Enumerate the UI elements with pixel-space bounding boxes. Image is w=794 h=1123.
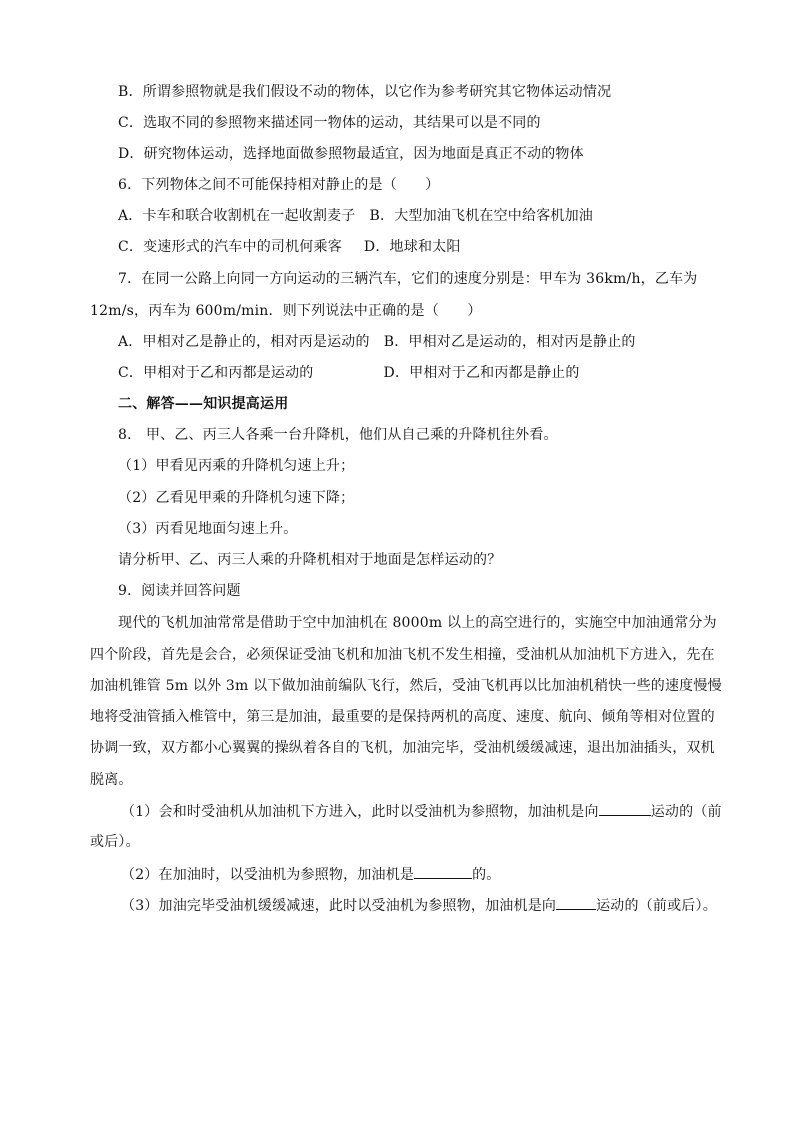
- q8-item-2: （2）乙看见甲乘的升降机匀速下降；: [118, 490, 355, 506]
- q8-item-1: （1）甲看见丙乘的升降机匀速上升；: [118, 458, 355, 474]
- q8-stem: 8． 甲、乙、丙三人各乘一台升降机，他们从自己乘的升降机往外看。: [118, 427, 558, 443]
- section-heading: 二、解答——知识提高运用: [118, 396, 289, 412]
- q5-option-d: D．研究物体运动，选择地面做参照物最适宜，因为地面是真正不动的物体: [118, 146, 584, 162]
- q9-paragraph-line-3: 加油机锥管 5m 以外 3m 以下做加油前编队飞行，然后，受油飞机再以比加油机稍快一些的速度慢慢: [90, 678, 722, 694]
- q5-option-c: C．选取不同的参照物来描述同一物体的运动，其结果可以是不同的: [118, 115, 541, 131]
- q9-sub2-text-before: （2）在加油时，以受油机为参照物，加油机是: [121, 867, 415, 883]
- q9-subquestion-3: [121, 895, 717, 916]
- q6-option-d: D．地球和太阳: [363, 239, 461, 255]
- q9-sub1-answer-blank[interactable]: [599, 801, 651, 816]
- q8-question: 请分析甲、乙、丙三人乘的升降机相对于地面是怎样运动的？: [118, 552, 502, 568]
- q9-paragraph-line-2: 四个阶段，首先是会合，必须保证受油飞机和加油飞机不发生相撞，受油机从加油机下方进入，先在: [90, 647, 715, 663]
- q9-stem: 9．阅读并回答问题: [118, 583, 241, 599]
- q9-sub2-answer-blank[interactable]: [414, 864, 472, 879]
- q6-option-a: A．卡车和联合收割机在一起收割麦子: [118, 208, 356, 224]
- q9-sub2-text-after: 的。: [472, 867, 501, 883]
- q5-option-b: B．所谓参照物就是我们假设不动的物体，以它作为参考研究其它物体运动情况: [118, 84, 612, 100]
- q9-sub1-line-2: 或后）。: [90, 834, 140, 850]
- q9-paragraph-line-6: 脱离。: [90, 772, 133, 788]
- q8-item-3: （3）丙看见地面匀速上升。: [118, 521, 298, 537]
- q9-paragraph-line-1: 现代的飞机加油常常是借助于空中加油机在 8000m 以上的高空进行的，实施空中加油通常分为: [118, 615, 717, 631]
- q7-option-b: B．甲相对乙是运动的，相对丙是静止的: [383, 334, 636, 350]
- q6-option-b: B．大型加油飞机在空中给客机加油: [369, 208, 594, 224]
- q7-option-d: D．甲相对于乙和丙都是静止的: [383, 365, 580, 381]
- q7-options-ab: [118, 332, 636, 352]
- q9-paragraph-line-4: 地将受油管插入椎管中，第三是加油，最重要的是保持两机的高度、速度、航向、倾角等相对位置的: [90, 709, 715, 725]
- q7-option-a: A．甲相对乙是静止的，相对丙是运动的: [118, 334, 370, 350]
- q9-paragraph-line-5: 协调一致，双方都小心翼翼的操纵着各自的飞机，加油完毕，受油机缓缓减速，退出加油插头，双机: [90, 740, 715, 756]
- q9-sub1-text-before: （1）会和时受油机从加油机下方进入，此时以受油机为参照物，加油机是向: [121, 804, 599, 820]
- q6-option-c: C．变速形式的汽车中的司机何乘客: [118, 239, 342, 255]
- q6-options-cd: [118, 237, 461, 257]
- q9-subquestion-1: [121, 801, 722, 822]
- q9-sub3-text-after: 运动的（前或后）。: [596, 898, 717, 914]
- q7-option-c: C．甲相对于乙和丙都是运动的: [118, 365, 314, 381]
- q9-sub3-text-before: （3）加油完毕受油机缓缓减速，此时以受油机为参照物，加油机是向: [121, 898, 557, 914]
- q6-stem: 6．下列物体之间不可能保持相对静止的是（ ）: [118, 177, 440, 193]
- q7-options-cd: [118, 363, 580, 383]
- q9-subquestion-2: [121, 864, 501, 885]
- q7-stem-line2: 12m/s，丙车为 600m/min．则下列说法中正确的是（ ）: [90, 303, 482, 319]
- q9-sub3-answer-blank[interactable]: [556, 895, 596, 910]
- q9-sub1-text-after: 运动的（前: [650, 804, 722, 820]
- q6-options-ab: [118, 206, 593, 226]
- q7-stem-line1: 7．在同一公路上向同一方向运动的三辆汽车，它们的速度分别是：甲车为 36km/h，乙车为: [118, 271, 698, 287]
